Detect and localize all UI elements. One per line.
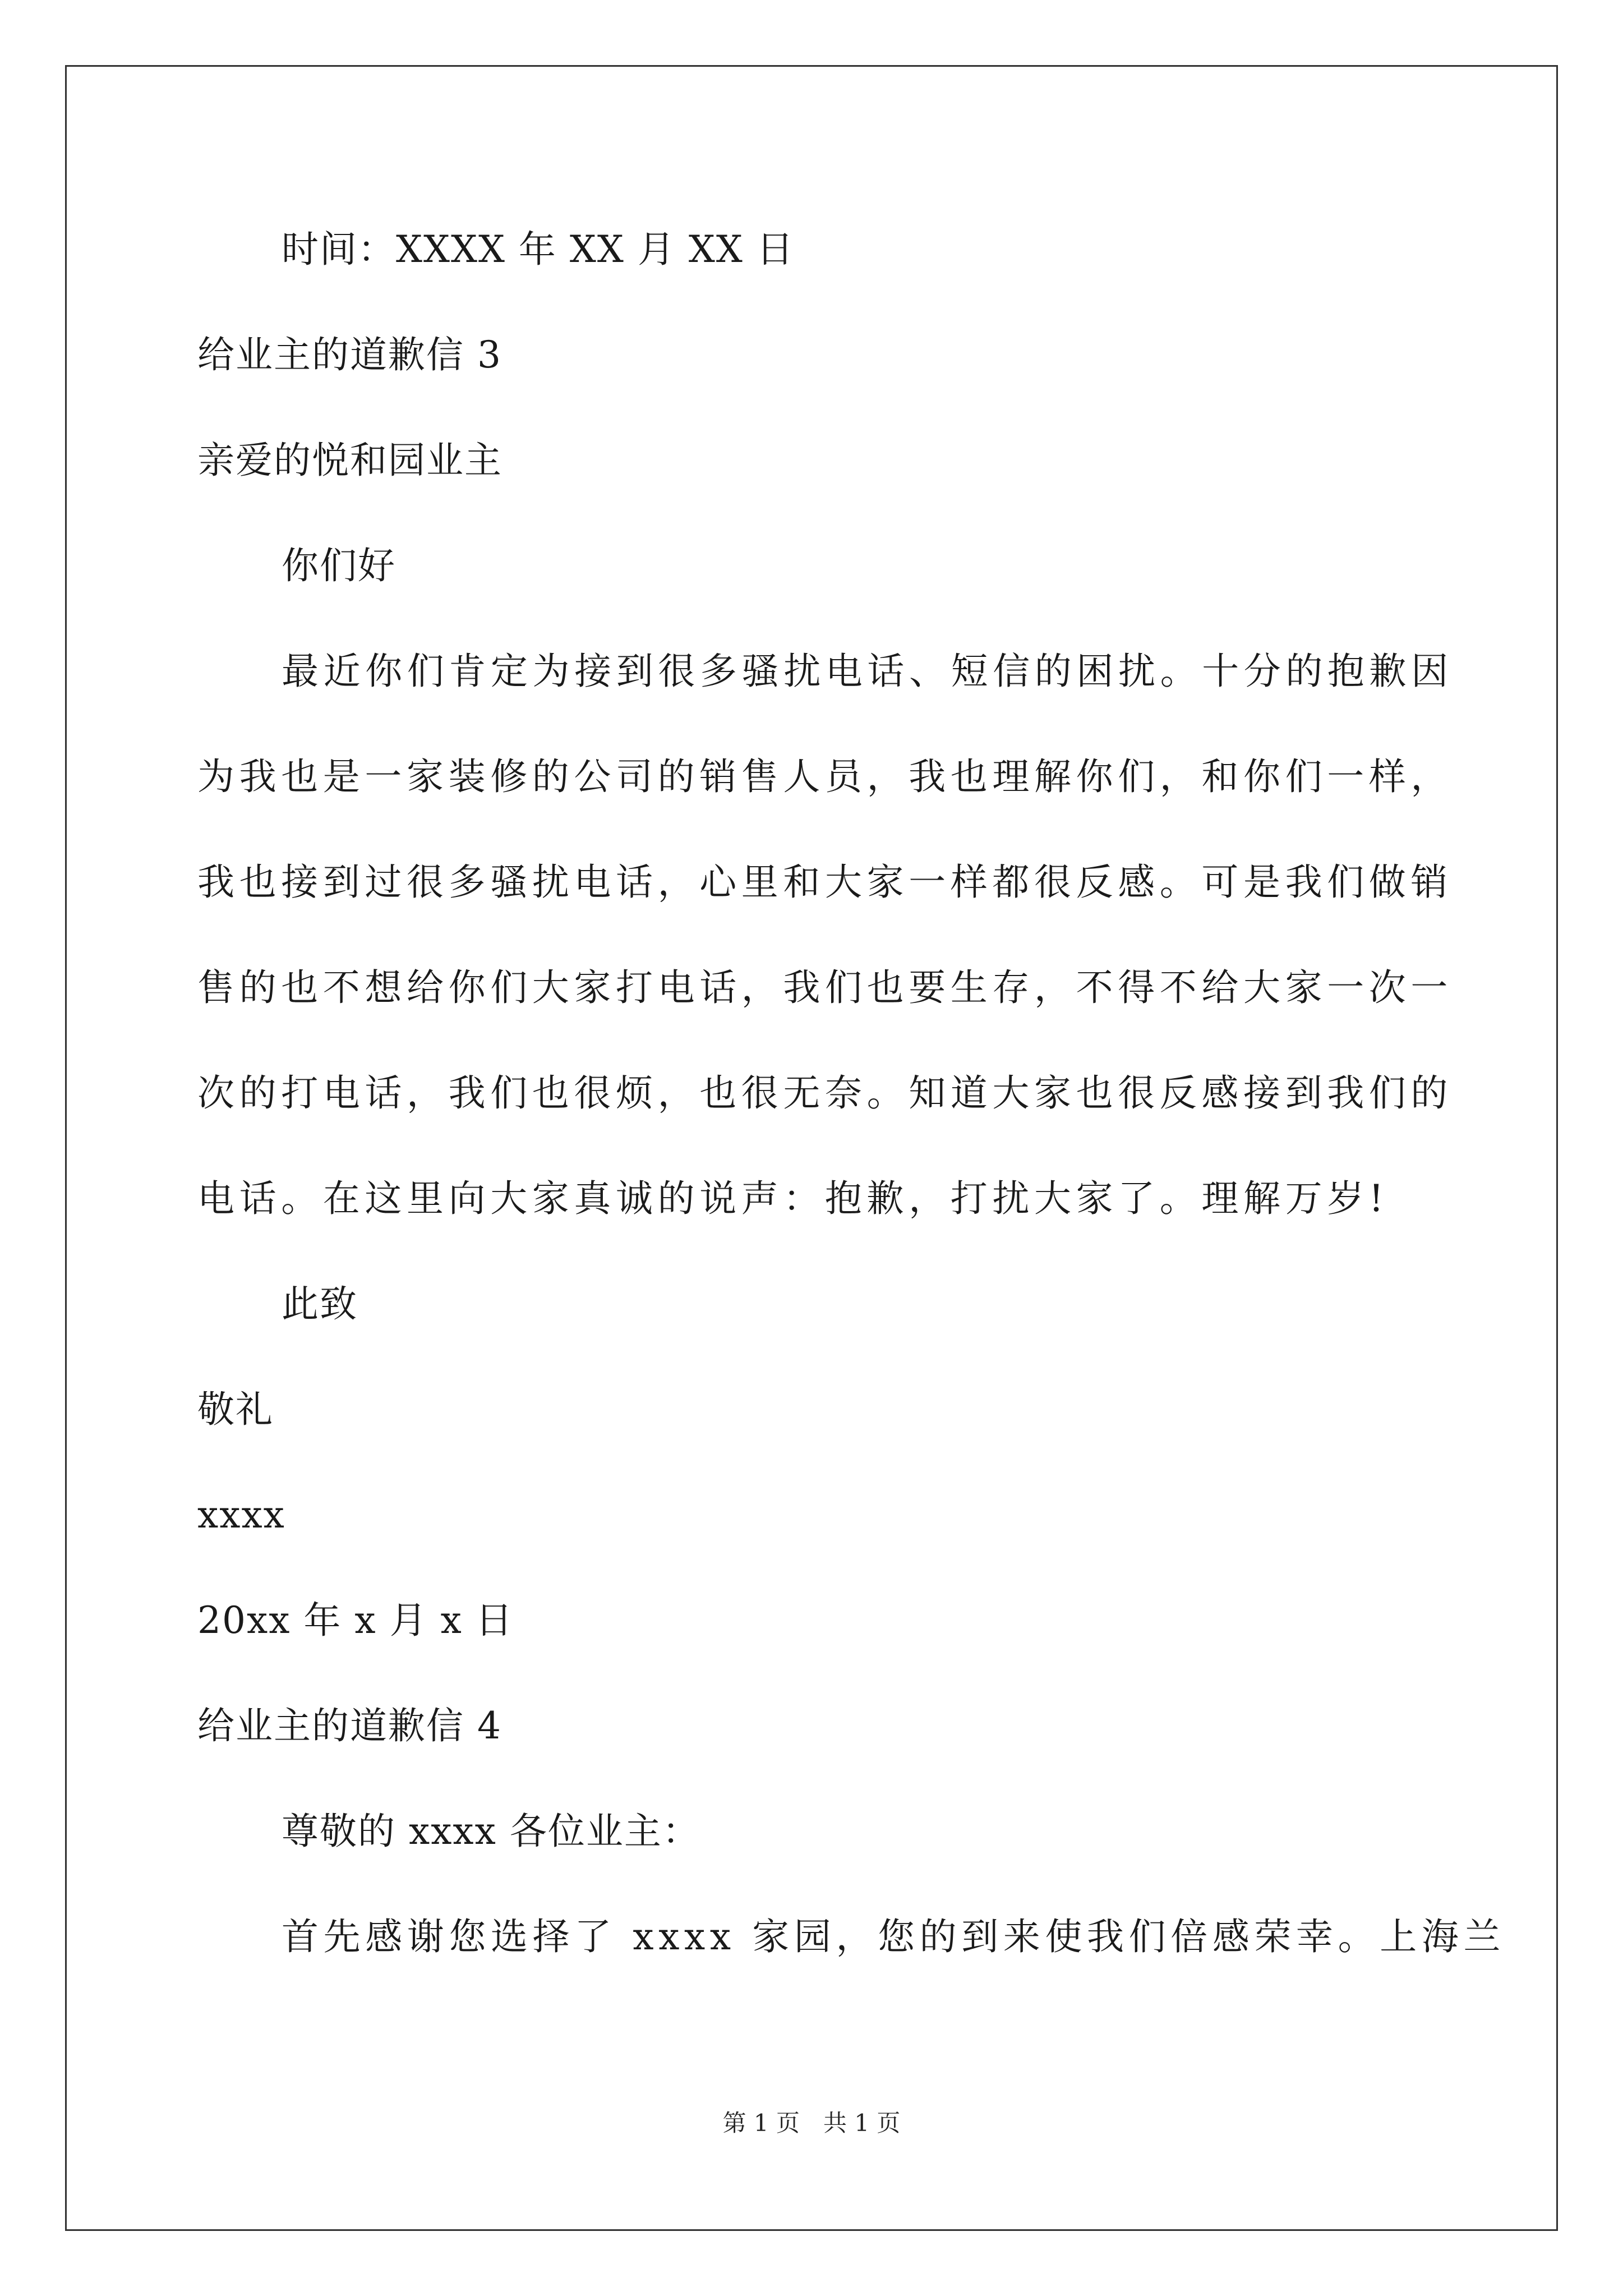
body-line-1: 最近你们肯定为接到很多骚扰电话、短信的困扰。十分的抱歉因: [282, 650, 1453, 693]
signature: xxxx: [197, 1493, 285, 1536]
body-line-2: 为我也是一家装修的公司的销售人员，我也理解你们，和你们一样，: [197, 755, 1453, 798]
body-line-7: 首先感谢您选择了 xxxx 家园，您的到来使我们倍感荣幸。上海兰: [282, 1915, 1506, 1958]
signature-date: 20xx 年 x 月 x 日: [197, 1599, 514, 1642]
date-line: 时间：XXXX 年 XX 月 XX 日: [282, 228, 795, 271]
letter-title-3: 给业主的道歉信 3: [197, 333, 502, 376]
closing-phrase: 此致: [282, 1282, 358, 1326]
body-line-4: 售的也不想给你们大家打电话，我们也要生存，不得不给大家一次一: [197, 966, 1453, 1009]
salutation-4: 尊敬的 xxxx 各位业主：: [282, 1810, 700, 1853]
salutation: 亲爱的悦和园业主: [197, 439, 502, 482]
page-footer: 第 1 页 共 1 页: [722, 2109, 901, 2137]
closing-salute: 敬礼: [197, 1388, 274, 1431]
page-border: [65, 65, 1558, 2231]
body-line-3: 我也接到过很多骚扰电话，心里和大家一样都很反感。可是我们做销: [197, 861, 1453, 904]
body-line-5: 次的打电话，我们也很烦，也很无奈。知道大家也很反感接到我们的: [197, 1071, 1453, 1115]
letter-title-4: 给业主的道歉信 4: [197, 1704, 502, 1747]
greeting: 你们好: [282, 544, 396, 587]
body-line-6: 电话。在这里向大家真诚的说声：抱歉，打扰大家了。理解万岁!: [197, 1177, 1389, 1220]
